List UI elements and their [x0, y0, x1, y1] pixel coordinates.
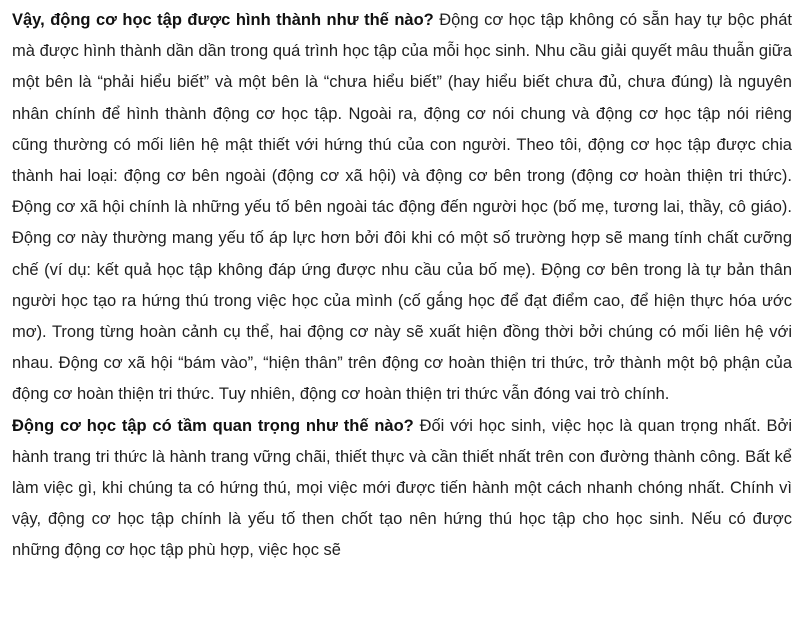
- paragraph-heading: Động cơ học tập có tầm quan trọng như thế nào?: [12, 416, 414, 435]
- paragraph-body: Đối với học sinh, việc học là quan trọng nhất. Bởi hành trang tri thức là hành trang vững chãi, thiết thực và cần thiết nhất trên con đường thành công. Bất kể làm việc gì, khi chúng ta có hứng thú, mọi việc mới được tiến hành một cách nhanh chóng nhất. Chính vì vậy, động cơ học tập chính là yếu tố then chốt tạo nên hứng thú học tập cho học sinh. Nếu có được những động cơ học tập phù hợp, việc học sẽ: [12, 416, 793, 560]
- paragraph-body: Động cơ học tập không có sẵn hay tự bộc phát mà được hình thành dần dần trong quá trình học tập của mỗi học sinh. Nhu cầu giải quyết mâu thuẫn giữa một bên là “phải hiểu biết” và một bên là “chưa hiểu biết” (hay hiểu biết chưa đủ, chưa đúng) là nguyên nhân chính để hình thành động cơ học tập. Ngoài ra, động cơ nói chung và động cơ học tập nói riêng cũng thường có mối liên hệ mật thiết với hứng thú của con người. Theo tôi, động cơ học tập được chia thành hai loại: động cơ bên ngoài (động cơ xã hội) và động cơ bên trong (động cơ hoàn thiện tri thức). Động cơ xã hội chính là những yếu tố bên ngoài tác động đến người học (bố mẹ, tương lai, thầy, cô giáo). Động cơ này thường mang yếu tố áp lực hơn bởi đôi khi có một số trường hợp sẽ mang tính chất cưỡng chế (ví dụ: kết quả học tập không đáp ứng được nhu cầu của bố mẹ). Động cơ bên trong là tự bản thân người học tạo ra hứng thú trong việc học của mình (cố gắng học để đạt điểm cao, để hiện thực hóa ước mơ). Trong từng hoàn cảnh cụ thể, hai động cơ này sẽ xuất hiện đồng thời bởi chúng có mối liên hệ với nhau. Động cơ xã hội “bám vào”, “hiện thân” trên động cơ hoàn thiện tri thức, trở thành một bộ phận của động cơ hoàn thiện tri thức. Tuy nhiên, động cơ hoàn thiện tri thức vẫn đóng vai trò chính.: [12, 11, 792, 404]
- paragraph-importance: [12, 411, 792, 567]
- paragraph-formation: [12, 5, 792, 411]
- paragraph-heading: Vậy, động cơ học tập được hình thành như thế nào?: [12, 11, 434, 29]
